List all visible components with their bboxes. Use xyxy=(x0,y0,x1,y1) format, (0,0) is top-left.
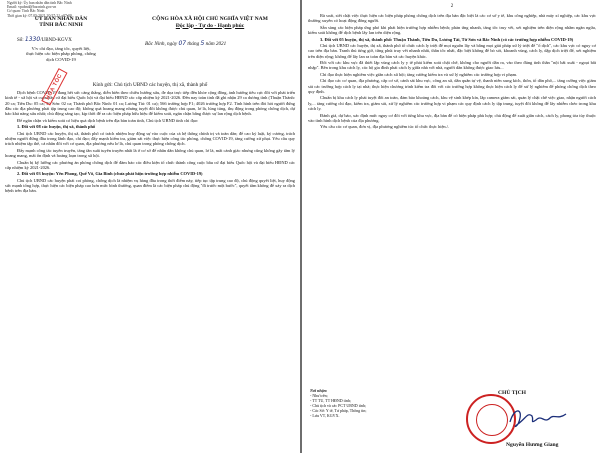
paragraph: Đẩy mạnh công tác tuyên truyền, tăng tần suất tuyên truyền nhất là ở cơ sở để nhân dân không chủ quan, lơ là, mất cảnh giác nhưng cũng không gây tâm lý hoang mang, mất ổn định và hoảng loạn trong xã hội. xyxy=(5,147,295,159)
paragraph: Đánh giá, dự báo, xác định mức nguy cơ đối với từng khu vực, địa bàn để có biện pháp phù hợp; chủ động để xuất giãn cách, cách ly, phong tỏa tùy thuộc vào tình hình dịch bệnh của địa phương. xyxy=(308,112,596,123)
paragraph: Chủ tịch UBND các huyện, thị xã, thành phố có trách nhiệm huy động sự vào cuộc của cả hệ thống chính trị và toàn dân; để cao kỷ luật, kỷ cương, trách nhiệm người đứng đầu trong lãnh đạo, chỉ đạo; đẩy mạnh kiểm tra, giám sát việc thực hiện công tác phòng, chống COVID-19, tăng cường xử phạt. Yêu cầu quy trách nhiệm tập thể, cá nhân đối với cơ quan, địa phương nếu lơ là, chủ quan trong phòng chống dịch. xyxy=(5,130,295,147)
paragraph: Chuẩn bị kỹ lưỡng các phương án phòng chống dịch để đảm bảo các điều kiện tổ chức thành công cuộc bầu cử đại biểu Quốc hội và đại biểu HĐND các cấp nhiệm kỳ 2021-2026. xyxy=(5,159,295,170)
paragraph: Chỉ đạo thực hiện nghiêm việc giãn cách xã hội; tăng cường kiểm tra và xử lý nghiêm các trường hợp vi phạm. xyxy=(320,71,518,77)
signer-role: CHỦ TỊCH xyxy=(498,390,527,396)
page2-body xyxy=(308,13,596,130)
paragraph: Chủ tịch UBND các huyện phải coi phòng, chống dịch là nhiệm vụ hàng đầu trong thời điểm này, tiếp tục tập trung cao độ, chủ động quyết liệt, huy động sức mạnh tổng hợp, thực hiện các biện pháp cao hơn mức bình thường, quan điểm là các biện pháp chủ động "đi trước một bước", quyết tâm không để xảy ra dịch bệnh trên địa bàn. xyxy=(5,177,295,194)
issuer-line: ỦY BAN NHÂN DÂN xyxy=(34,16,88,22)
date-mid: tháng xyxy=(187,41,200,47)
national-heading xyxy=(121,16,299,29)
doc-number-suffix: /UBND-KGVX xyxy=(40,38,72,43)
document-subject xyxy=(11,46,111,62)
paragraph: Chỉ đạo các cơ quan, địa phương, cấp cơ sở, cảnh sát khu vực, công an xã, dân quân tự vệ, thanh niên xung kích, thôn, tổ dân phố,... tăng cường việc giám sát các trường hợp cách ly tại nhà; thực hiện chương trình kiểm tra đối với các trường hợp không thực hiện cách ly để xử lý nghiêm để phòng chống dịch theo quy định. xyxy=(308,78,596,94)
recipient-line: Kính gửi: Chủ tịch UBND các huyện, thị xã, thành phố xyxy=(92,82,208,88)
issuer-line: TỈNH BẮC NINH xyxy=(39,22,83,29)
date-prefix: Bắc Ninh, ngày xyxy=(145,41,178,47)
date-day: 07 xyxy=(178,40,187,47)
date-month: 5 xyxy=(200,40,205,47)
section-heading: 2. Đối với 03 huyện: Yên Phong, Quế Võ, Gia Bình (chưa phát hiện trường hợp nhiễm COVID-19) xyxy=(17,171,203,177)
subject-line: thực hiện các biện pháp phòng, chống xyxy=(26,51,96,57)
page-number: 2 xyxy=(450,4,454,9)
national-motto: Độc lập - Tự do - Hạnh phúc xyxy=(175,22,245,29)
signer-name: Nguyễn Hương Giang xyxy=(506,442,559,448)
paragraph: Để ngăn chặn và kiểm soát có hiệu quả dịch bệnh trên địa bàn toàn tỉnh, Chủ tịch UBND tỉnh chỉ đạo: xyxy=(17,117,199,123)
country-name: CỘNG HÒA XÃ HỘI CHỦ NGHĨA VIỆT NAM xyxy=(152,16,268,22)
section-heading: 3. Đối với 05 huyện, thị xã, thành phố: Thuận Thành, Tiên Du, Lương Tài, Từ Sơn và Bắc Ninh (có các trường hợp nhiễm COVID-19) xyxy=(320,36,574,42)
recipient-item: - Các Sở: Y tế, Tư pháp, Thông tin; xyxy=(310,408,367,413)
recipient-item: - Chủ tịch và các PCT UBND tỉnh; xyxy=(310,403,367,408)
recipient-item: - Như trên; xyxy=(310,393,328,398)
subject-line: V/v chỉ đạo, tăng tốc, quyết liệt, xyxy=(31,46,91,51)
paragraph: Chủ tịch UBND các huyện, thị xã, thành phố tổ chức cách ly triệt để mọi nguồn lây và bằng mọi giải pháp xử lý triệt để "ổ dịch", các khu vực có nguy cơ cao trên địa bàn. Tranh thủ từng giờ, từng phút truy vết nhanh nhất, thần tốc nhất, đặc biệt không để bỏ sót, khoanh vùng, cách ly, dập dịch triệt để, xét nghiệm trên diện rộng; không để lây lan ra toàn địa bàn và các huyện khác. xyxy=(308,43,596,59)
handwritten-signature-icon xyxy=(504,402,574,432)
paragraph: Đối với các khu vực đã thiết lập vùng cách ly y tế phải kiểm soát chặt chẽ, không cho người dân ra, vào theo đúng tinh thần "nội bất xuất - ngoại bất nhập". Bên trong khu cách ly, các hộ gia đình phải cách ly giữa nhà với nhà, người dân không được giao lưu... xyxy=(308,60,596,71)
subject-line: dịch COVID-19 xyxy=(46,56,76,62)
doc-number-handwritten: 1330 xyxy=(24,36,41,43)
page1-body xyxy=(5,90,295,194)
signature-block xyxy=(308,388,598,453)
document-page-1 xyxy=(0,0,300,453)
recipients-list xyxy=(310,388,367,418)
section-heading: 1. Đối với 08 các huyện, thị xã, thành phố xyxy=(17,124,96,130)
sig-line: Cơ quan: Tỉnh Bắc Ninh xyxy=(7,9,45,14)
paragraph: Dịch bệnh COVID-19 đang hết sức căng thẳng, diễn biến theo chiều hướng xấu, đe dọa trực tiếp đến khỏe cộng đồng, ảnh hưởng tiêu cực đối với phát triển kinh tế - xã hội và cuộc bầu cử đại biểu Quốc hội và đại biểu HĐND các cấp nhiệm kỳ 2021-2026. Đến nay toàn tỉnh đã ghi nhận 29 ca dương tính (Thuận Thành: 20 ca; Tiên Du: 05 ca; Từ Sơn: 02 ca; Thành phố Bắc Ninh: 01 ca; Lương Tài: 01 ca); 566 trường hợp F1; 4026 trường hợp F2. Tình hình trên đòi hỏi người đứng đầu các địa phương phải tập trung cao độ; không quá hoang mang nhưng tuyệt đối không được chủ quan, lơ là, lúng túng, thụ động trong phòng chống dịch, dự báo khả năng xấu nhất; chủ động sáng tạo, kịp thời để ra các biện pháp hữu hiệu để kiểm soát, ngăn chặn bằng được sự lan rộng dịch bệnh. xyxy=(5,90,295,117)
recipients-title: Nơi nhận: xyxy=(310,388,328,393)
recipient-item: - TT TU, TT HĐND tỉnh; xyxy=(310,398,351,403)
sig-line: Email: vpubnd@bacninh.gov.vn xyxy=(7,5,57,10)
urgent-stamp: HỎA TỐC xyxy=(41,68,67,105)
sig-line: Người ký: Ủy ban nhân dân tỉnh Bắc Ninh xyxy=(7,1,72,5)
paragraph: Yêu cầu các cơ quan, đơn vị, địa phương nghiêm túc tổ chức thực hiện./. xyxy=(320,124,450,130)
subject-block xyxy=(5,46,295,78)
date-suffix: năm 2021 xyxy=(205,41,227,47)
paragraph: Rà soát, siết chặt việc thực hiện các biện pháp phòng chống dịch trên địa bàn đặc biệt là các cơ sở y tế, khu công nghiệp, nhà máy xí nghiệp, các khu vực thường xuyên có hoạt động đông người. xyxy=(308,13,596,24)
paragraph: Sẵn sàng các biện pháp ứng phó khi phát hiện trường hợp nhiễm bệnh; phản ứng nhanh, tăng tốc truy vết, xét nghiệm trên diện rộng nhằm ngăn ngừa, kiểm soát không để dịch bệnh lây lan trên diện rộng. xyxy=(308,24,596,36)
sig-line: Thời gian ký: 07.05.2021 20:57:21 +07:00 xyxy=(7,13,72,18)
paragraph: Chuẩn bị khu cách ly phải tuyệt đối an toàn, đảm bảo khoảng cách, khu vệ sinh khép kín, lắp camera giám sát, quản lý chặt chẽ việc giao, nhận người cách ly,... tăng cường chỉ đạo, kiểm tra, giám sát, xử lý nghiêm các trường hợp vi phạm các quy định cách ly tập trung, tuyệt đối không để lây nhiễm chéo trong khu cách ly. xyxy=(308,95,596,112)
document-page-2 xyxy=(302,0,602,453)
issue-date xyxy=(145,40,226,47)
document-number xyxy=(17,36,72,43)
recipient-item: - Lưu VT, KGVX. xyxy=(310,413,340,418)
issuer-heading xyxy=(11,16,111,29)
doc-number-prefix: Số: xyxy=(17,38,24,43)
